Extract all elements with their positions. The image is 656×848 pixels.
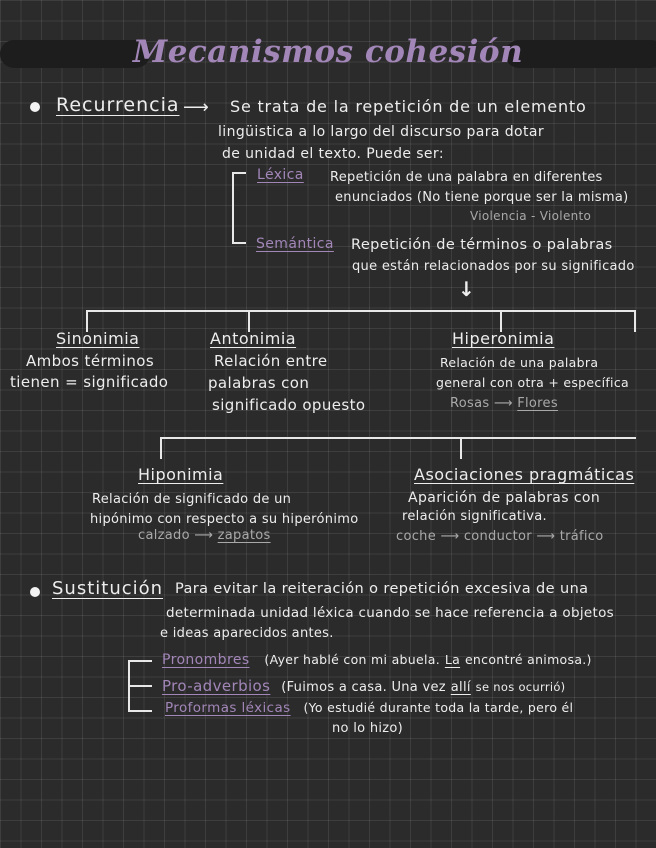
antonimia-label: Antonimia xyxy=(210,329,297,348)
lexica-example: Violencia - Violento xyxy=(470,209,592,223)
hiperonimia-example-b: Flores xyxy=(517,396,558,411)
lexica-semantica-bracket xyxy=(232,172,234,244)
hiponimia-example-arrow: ⟶ xyxy=(194,528,214,543)
asociaciones-example-arrow-1: ⟶ xyxy=(440,529,460,544)
proadverbios-example-ref: allí xyxy=(450,680,471,695)
bullet-recurrencia xyxy=(30,102,40,112)
hiperonimia-text-2: general con otra + específica xyxy=(436,375,629,390)
sustitucion-text-1: Para evitar la reiteración o repetición excesiva de una xyxy=(175,581,589,597)
proadverbios-row xyxy=(162,677,565,695)
hiperonimia-example xyxy=(450,396,558,411)
proadverbios-example-pre: (Fuimos a casa. Una vez xyxy=(281,680,446,695)
page-title: Mecanismos cohesión xyxy=(132,34,524,70)
hiponimia-example-b: zapatos xyxy=(217,528,271,543)
semantica-text-2: que están relacionados por su significado xyxy=(352,259,635,274)
sinonimia-label: Sinonimia xyxy=(56,329,140,348)
asociaciones-text-2: relación significativa. xyxy=(402,509,547,524)
recurrencia-text-2: lingüistica a lo largo del discurso para dotar xyxy=(218,124,544,140)
asociaciones-example-b: conductor xyxy=(463,529,532,544)
asociaciones-example xyxy=(396,529,604,544)
proformas-row xyxy=(165,700,573,716)
asociaciones-text-1: Aparición de palabras con xyxy=(408,490,601,506)
asociaciones-example-c: tráfico xyxy=(559,529,604,544)
hiponimia-text-2: hipónimo con respecto a su hiperónimo xyxy=(90,512,359,527)
hiperonimia-example-a: Rosas xyxy=(450,396,490,411)
hiponimia-example xyxy=(138,528,271,543)
semantica-text-1: Repetición de términos o palabras xyxy=(351,237,613,253)
bracket-bottom-tick xyxy=(232,242,246,244)
asociaciones-example-a: coche xyxy=(396,529,436,544)
proformas-example-2: no lo hizo) xyxy=(332,721,404,736)
semantica-down-arrow: ↓ xyxy=(458,277,476,301)
pronombres-example-ref: La xyxy=(444,652,461,667)
hiponimia-label: Hiponimia xyxy=(138,465,224,484)
proformas-label: Proformas léxicas xyxy=(165,700,291,716)
hiponimia-example-a: calzado xyxy=(138,528,190,543)
semantica-label: Semántica xyxy=(256,236,334,252)
sustitucion-heading: Sustitución xyxy=(52,578,164,599)
sinonimia-text-1: Ambos términos xyxy=(26,352,155,370)
sustitucion-tick-mid xyxy=(128,685,152,687)
proadverbios-example-post: se nos ocurrió) xyxy=(475,680,566,694)
sustitucion-tick-top xyxy=(128,660,152,662)
tree-drop-hiponimia xyxy=(160,437,162,459)
tree-drop-asociaciones xyxy=(460,437,462,459)
lexica-label: Léxica xyxy=(257,167,304,183)
antonimia-text-2: palabras con xyxy=(208,374,310,392)
pronombres-row xyxy=(162,652,592,668)
proformas-example-1: (Yo estudié durante toda la tarde, pero él xyxy=(303,700,574,715)
antonimia-text-3: significado opuesto xyxy=(212,396,366,414)
tree-h-line-2 xyxy=(160,437,636,439)
tree-h-line-1 xyxy=(86,310,636,312)
lexica-text-2: enunciados (No tiene porque ser la misma) xyxy=(335,190,629,205)
asociaciones-example-arrow-2: ⟶ xyxy=(536,529,556,544)
tree-end-right xyxy=(634,310,636,332)
asociaciones-label: Asociaciones pragmáticas xyxy=(414,465,635,484)
sinonimia-text-2: tienen = significado xyxy=(10,373,169,391)
proadverbios-label: Pro-adverbios xyxy=(162,677,271,695)
hiperonimia-text-1: Relación de una palabra xyxy=(440,355,599,370)
sustitucion-tick-bottom xyxy=(128,710,152,712)
hiponimia-text-1: Relación de significado de un xyxy=(92,492,292,507)
antonimia-text-1: Relación entre xyxy=(214,352,328,370)
recurrencia-arrow: ⟶ xyxy=(183,97,210,118)
bullet-sustitucion xyxy=(30,587,40,597)
pronombres-example-pre: (Ayer hablé con mi abuela. xyxy=(264,652,440,667)
lexica-text-1: Repetición de una palabra en diferentes xyxy=(330,170,603,185)
sustitucion-text-3: e ideas aparecidos antes. xyxy=(160,626,334,641)
hiperonimia-example-arrow: ⟶ xyxy=(493,396,513,411)
recurrencia-heading: Recurrencia xyxy=(56,94,180,116)
recurrencia-text-3: de unidad el texto. Puede ser: xyxy=(222,146,444,162)
bracket-top-tick xyxy=(232,172,246,174)
pronombres-example-post: encontré animosa.) xyxy=(464,652,592,667)
pronombres-label: Pronombres xyxy=(162,652,250,668)
hiperonimia-label: Hiperonimia xyxy=(452,329,555,348)
recurrencia-text-1: Se trata de la repetición de un elemento xyxy=(230,97,587,116)
sustitucion-text-2: determinada unidad léxica cuando se hace referencia a objetos xyxy=(166,605,614,621)
